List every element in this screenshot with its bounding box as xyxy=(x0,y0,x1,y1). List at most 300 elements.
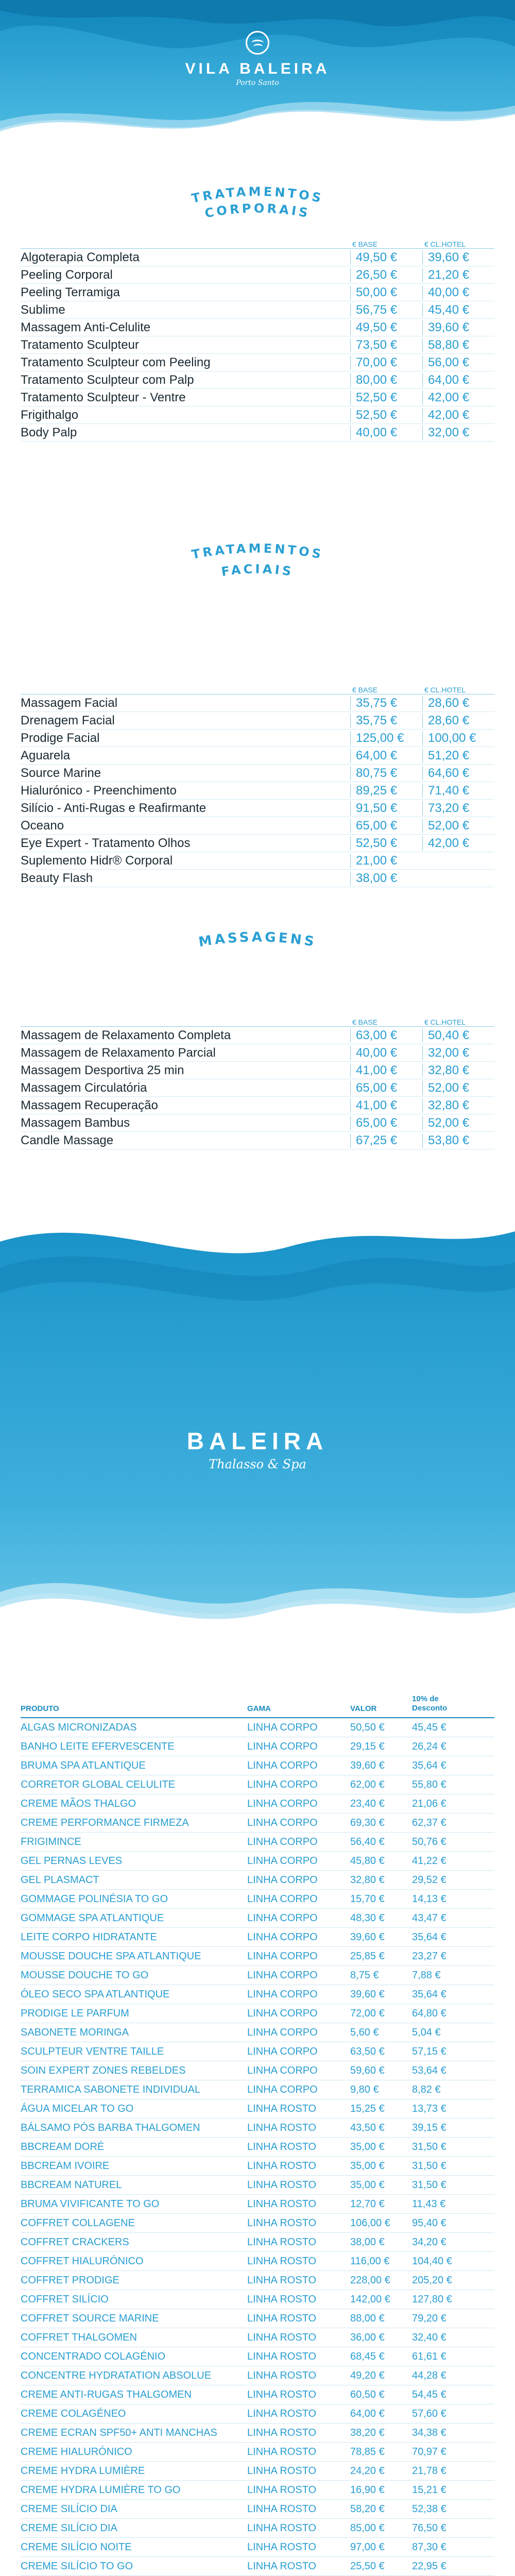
price-base: 65,00 € xyxy=(350,819,422,833)
treatment-name: Massagem de Relaxamento Parcial xyxy=(21,1045,216,1060)
product-gama: LINHA CORPO xyxy=(247,1721,318,1733)
price-hotel: 100,00 € xyxy=(422,731,494,745)
product-valor: 50,50 € xyxy=(350,1721,385,1733)
product-desconto: 70,97 € xyxy=(412,2446,447,2458)
product-row xyxy=(21,2042,494,2061)
product-gama: LINHA ROSTO xyxy=(247,2388,317,2400)
price-base: 70,00 € xyxy=(350,355,422,370)
product-valor: 12,70 € xyxy=(350,2198,385,2210)
section-title-massagens xyxy=(0,922,515,965)
product-gama: LINHA ROSTO xyxy=(247,2293,317,2305)
product-valor: 43,50 € xyxy=(350,2122,385,2133)
product-valor: 25,50 € xyxy=(350,2560,385,2572)
product-row xyxy=(21,1909,494,1928)
product-gama: LINHA ROSTO xyxy=(247,2122,317,2133)
price-base: 80,00 € xyxy=(350,373,422,387)
product-row xyxy=(21,1966,494,1985)
price-hotel: 42,00 € xyxy=(422,836,494,851)
product-name: BBCREAM NATUREL xyxy=(21,2179,122,2191)
price-base: 40,00 € xyxy=(350,1046,422,1060)
product-name: ÁGUA MICELAR TO GO xyxy=(21,2103,134,2114)
price-base: 65,00 € xyxy=(350,1081,422,1095)
product-row xyxy=(21,2366,494,2385)
price-row xyxy=(21,1044,494,1062)
product-desconto: 23,27 € xyxy=(412,1950,447,1962)
product-name: GOMMAGE SPA ATLANTIQUE xyxy=(21,1912,164,1924)
product-desconto: 15,21 € xyxy=(412,2484,447,2496)
product-row xyxy=(21,2309,494,2328)
product-valor: 32,80 € xyxy=(350,1874,385,1886)
product-gama: LINHA ROSTO xyxy=(247,2217,317,2229)
product-name: PRODIGE LE PARFUM xyxy=(21,2007,129,2019)
product-row xyxy=(21,1928,494,1947)
product-desconto: 45,45 € xyxy=(412,1721,447,1733)
treatment-name: Massagem Facial xyxy=(21,696,118,710)
price-hotel: 50,40 € xyxy=(422,1028,494,1043)
product-desconto: 26,24 € xyxy=(412,1740,447,1752)
product-valor: 24,20 € xyxy=(350,2465,385,2477)
product-desconto: 52,38 € xyxy=(412,2503,447,2515)
product-valor: 45,80 € xyxy=(350,1855,385,1867)
treatment-name: Peeling Terramiga xyxy=(21,285,120,299)
product-name: COFFRET SOURCE MARINE xyxy=(21,2312,159,2324)
product-name: ALGAS MICRONIZADAS xyxy=(21,1721,137,1733)
price-row xyxy=(21,1027,494,1044)
product-valor: 88,00 € xyxy=(350,2312,385,2324)
product-row xyxy=(21,2138,494,2157)
product-row xyxy=(21,2119,494,2138)
price-hotel: 52,00 € xyxy=(422,1081,494,1095)
product-gama: LINHA ROSTO xyxy=(247,2465,317,2477)
treatment-name: Tratamento Sculpteur - Ventre xyxy=(21,390,186,404)
product-desconto: 205,20 € xyxy=(412,2274,452,2286)
price-hotel: 28,60 € xyxy=(422,696,494,710)
product-desconto: 41,22 € xyxy=(412,1855,447,1867)
products-table-header xyxy=(21,1687,494,1718)
product-name: CREME MÃOS THALGO xyxy=(21,1798,136,1809)
product-desconto: 21,06 € xyxy=(412,1798,447,1809)
product-row xyxy=(21,2519,494,2538)
product-name: COFFRET COLLAGENE xyxy=(21,2217,135,2229)
product-desconto: 11,43 € xyxy=(412,2198,446,2210)
product-row xyxy=(21,1833,494,1852)
product-name: MOUSSE DOUCHE SPA ATLANTIQUE xyxy=(21,1950,201,1962)
product-row xyxy=(21,2328,494,2347)
price-row xyxy=(21,800,494,817)
product-desconto: 14,13 € xyxy=(412,1893,447,1905)
svg-text:TRATAMENTOS xyxy=(191,541,324,562)
treatment-name: Algoterapia Completa xyxy=(21,250,140,264)
product-gama: LINHA ROSTO xyxy=(247,2179,317,2191)
brand-tagline: Porto Santo xyxy=(236,79,279,87)
product-row xyxy=(21,2004,494,2023)
price-base: 125,00 € xyxy=(350,731,422,745)
treatment-name: Massagem Circulatória xyxy=(21,1080,147,1095)
product-gama: LINHA CORPO xyxy=(247,1969,318,1981)
product-valor: 56,40 € xyxy=(350,1836,385,1848)
product-valor: 58,20 € xyxy=(350,2503,385,2515)
product-name: BRUMA SPA ATLANTIQUE xyxy=(21,1759,146,1771)
product-valor: 39,60 € xyxy=(350,1931,385,1943)
price-base: 41,00 € xyxy=(350,1098,422,1113)
product-gama: LINHA CORPO xyxy=(247,1740,318,1752)
product-name: BBCREAM DORÉ xyxy=(21,2141,105,2153)
price-base: 41,00 € xyxy=(350,1063,422,1078)
price-hotel: 32,80 € xyxy=(422,1063,494,1078)
product-desconto: 39,15 € xyxy=(412,2122,447,2133)
product-valor: 106,00 € xyxy=(350,2217,390,2229)
price-row xyxy=(21,266,494,284)
price-table-faciais xyxy=(21,680,494,887)
product-desconto: 5,04 € xyxy=(412,2026,441,2038)
spa-banner xyxy=(0,1200,515,1690)
price-row xyxy=(21,817,494,835)
product-name: GEL PLASMACT xyxy=(21,1874,99,1886)
product-gama: LINHA CORPO xyxy=(247,1778,318,1790)
product-valor: 85,00 € xyxy=(350,2522,385,2534)
title-arc xyxy=(0,538,515,590)
price-hotel: 40,00 € xyxy=(422,285,494,300)
product-gama: LINHA CORPO xyxy=(247,2045,318,2057)
product-name: CORRETOR GLOBAL CELULITE xyxy=(21,1778,176,1790)
price-hotel: 71,40 € xyxy=(422,784,494,798)
price-hotel: 45,40 € xyxy=(422,303,494,317)
product-name: BANHO LEITE EFERVESCENTE xyxy=(21,1740,175,1752)
product-row xyxy=(21,2385,494,2404)
section-title-line1: MASSAGENS xyxy=(197,929,318,951)
product-desconto: 8,82 € xyxy=(412,2083,441,2095)
product-name: BRUMA VIVIFICANTE TO GO xyxy=(21,2198,160,2210)
product-valor: 228,00 € xyxy=(350,2274,390,2286)
price-row xyxy=(21,284,494,301)
product-row xyxy=(21,1814,494,1833)
price-hotel: 64,00 € xyxy=(422,373,494,387)
price-row xyxy=(21,782,494,800)
price-base: 52,50 € xyxy=(350,836,422,851)
treatment-name: Massagem Anti-Celulite xyxy=(21,320,151,334)
treatment-name: Massagem Bambus xyxy=(21,1115,130,1130)
product-row xyxy=(21,2404,494,2424)
price-hotel: 32,00 € xyxy=(422,426,494,440)
brand-name: VILA BALEIRA xyxy=(185,60,330,77)
price-row xyxy=(21,1097,494,1114)
price-row xyxy=(21,389,494,406)
product-gama: LINHA CORPO xyxy=(247,2007,318,2019)
price-row xyxy=(21,870,494,887)
price-base: 56,75 € xyxy=(350,303,422,317)
product-gama: LINHA CORPO xyxy=(247,1855,318,1867)
product-gama: LINHA ROSTO xyxy=(247,2560,317,2572)
price-base: 35,75 € xyxy=(350,696,422,710)
product-name: CREME HYDRA LUMIÈRE xyxy=(21,2465,145,2477)
price-row xyxy=(21,835,494,852)
product-desconto: 95,40 € xyxy=(412,2217,447,2229)
treatment-name: Drenagem Facial xyxy=(21,713,115,727)
product-row xyxy=(21,2481,494,2500)
col-header-desconto-l2: Desconto xyxy=(412,1704,448,1713)
price-hotel: 32,80 € xyxy=(422,1098,494,1113)
treatment-name: Tratamento Sculpteur com Peeling xyxy=(21,355,211,369)
product-desconto: 55,80 € xyxy=(412,1778,447,1790)
products-table-body xyxy=(21,1718,494,2576)
spa-tagline: Thalasso & Spa xyxy=(209,1457,306,1471)
price-base: 89,25 € xyxy=(350,784,422,798)
product-gama: LINHA ROSTO xyxy=(247,2427,317,2438)
product-desconto: 34,20 € xyxy=(412,2236,447,2248)
product-gama: LINHA CORPO xyxy=(247,1950,318,1962)
product-name: CREME SILÍCIO TO GO xyxy=(21,2560,133,2572)
col-header-produto: PRODUTO xyxy=(21,1704,59,1713)
product-desconto: 44,28 € xyxy=(412,2369,447,2381)
product-desconto: 64,80 € xyxy=(412,2007,447,2019)
product-desconto: 76,50 € xyxy=(412,2522,447,2534)
price-table-massagens xyxy=(21,1012,494,1149)
price-row xyxy=(21,1114,494,1132)
product-name: CREME SILÍCIO DIA xyxy=(21,2522,117,2534)
product-name: CREME SILÍCIO DIA xyxy=(21,2503,117,2515)
title-arc xyxy=(0,922,515,963)
product-row xyxy=(21,2195,494,2214)
svg-text:MASSAGENS xyxy=(198,929,318,950)
col-header-base: € BASE xyxy=(352,1018,378,1026)
product-gama: LINHA ROSTO xyxy=(247,2312,317,2324)
price-hotel: 39,60 € xyxy=(422,250,494,265)
product-name: CREME HIALURÓNICO xyxy=(21,2446,132,2458)
price-hotel: 39,60 € xyxy=(422,320,494,335)
product-valor: 59,60 € xyxy=(350,2064,385,2076)
product-gama: LINHA CORPO xyxy=(247,1874,318,1886)
product-desconto: 54,45 € xyxy=(412,2388,447,2400)
product-valor: 29,15 € xyxy=(350,1740,385,1752)
product-row xyxy=(21,1775,494,1794)
product-name: COFFRET THALGOMEN xyxy=(21,2331,137,2343)
product-desconto: 50,76 € xyxy=(412,1836,447,1848)
product-name: BÁLSAMO PÓS BARBA THALGOMEN xyxy=(21,2122,200,2133)
product-desconto: 31,50 € xyxy=(412,2160,447,2172)
product-row xyxy=(21,1947,494,1966)
treatment-name: Beauty Flash xyxy=(21,871,93,885)
treatment-name: Sublime xyxy=(21,302,65,317)
price-row xyxy=(21,747,494,765)
product-row xyxy=(21,2080,494,2099)
product-gama: LINHA CORPO xyxy=(247,1931,318,1943)
section-title-line2: FACIAIS xyxy=(220,562,295,580)
product-row xyxy=(21,2424,494,2443)
spa-name: BALEIRA xyxy=(186,1428,329,1454)
product-row xyxy=(21,2462,494,2481)
treatment-name: Silício - Anti-Rugas e Reafirmante xyxy=(21,801,207,815)
product-gama: LINHA ROSTO xyxy=(247,2522,317,2534)
product-valor: 5,60 € xyxy=(350,2026,379,2038)
product-valor: 63,50 € xyxy=(350,2045,385,2057)
treatment-name: Massagem de Relaxamento Completa xyxy=(21,1028,231,1042)
product-row xyxy=(21,1871,494,1890)
price-hotel: 42,00 € xyxy=(422,408,494,422)
price-hotel: 56,00 € xyxy=(422,355,494,370)
product-gama: LINHA CORPO xyxy=(247,2064,318,2076)
price-row xyxy=(21,1079,494,1097)
price-base: 52,50 € xyxy=(350,408,422,422)
price-table-header xyxy=(21,234,494,249)
product-valor: 48,30 € xyxy=(350,1912,385,1924)
product-name: SCULPTEUR VENTRE TAILLE xyxy=(21,2045,164,2057)
price-hotel: 58,80 € xyxy=(422,338,494,352)
product-row xyxy=(21,2176,494,2195)
product-name: SABONETE MORINGA xyxy=(21,2026,129,2038)
product-valor: 72,00 € xyxy=(350,2007,385,2019)
price-base: 64,00 € xyxy=(350,749,422,763)
treatment-name: Prodige Facial xyxy=(21,731,100,745)
price-base: 91,50 € xyxy=(350,801,422,816)
product-row xyxy=(21,2557,494,2576)
product-row xyxy=(21,2233,494,2252)
price-row xyxy=(21,336,494,354)
product-valor: 25,85 € xyxy=(350,1950,385,1962)
product-desconto: 104,40 € xyxy=(412,2255,452,2267)
product-valor: 35,00 € xyxy=(350,2179,385,2191)
price-base: 67,25 € xyxy=(350,1133,422,1148)
product-gama: LINHA ROSTO xyxy=(247,2484,317,2496)
product-valor: 49,20 € xyxy=(350,2369,385,2381)
price-hotel: 73,20 € xyxy=(422,801,494,816)
product-name: COFFRET SILÍCIO xyxy=(21,2293,109,2305)
product-desconto: 34,38 € xyxy=(412,2427,447,2438)
product-row xyxy=(21,2023,494,2042)
product-desconto: 31,50 € xyxy=(412,2179,447,2191)
header-banner xyxy=(0,0,515,170)
treatment-name: Massagem Recuperação xyxy=(21,1098,158,1112)
product-gama: LINHA ROSTO xyxy=(247,2236,317,2248)
product-name: CREME SILÍCIO NOITE xyxy=(21,2541,132,2553)
section-title-line1: TRATAMENTOS xyxy=(190,541,325,562)
product-desconto: 7,88 € xyxy=(412,1969,441,1981)
product-row xyxy=(21,2061,494,2080)
title-arc xyxy=(0,178,515,229)
price-table-header xyxy=(21,680,494,694)
product-gama: LINHA ROSTO xyxy=(247,2541,317,2553)
product-valor: 78,85 € xyxy=(350,2446,385,2458)
treatment-name: Peeling Corporal xyxy=(21,267,113,282)
product-name: CREME ANTI-RUGAS THALGOMEN xyxy=(21,2388,192,2400)
price-base: 40,00 € xyxy=(350,426,422,440)
product-gama: LINHA CORPO xyxy=(247,2083,318,2095)
col-header-desconto-l1: 10% de xyxy=(412,1694,439,1703)
product-desconto: 32,40 € xyxy=(412,2331,447,2343)
price-base: 65,00 € xyxy=(350,1116,422,1130)
product-gama: LINHA ROSTO xyxy=(247,2446,317,2458)
product-valor: 62,00 € xyxy=(350,1778,385,1790)
product-valor: 68,45 € xyxy=(350,2350,385,2362)
product-name: GOMMAGE POLINÉSIA TO GO xyxy=(21,1893,168,1905)
col-header-hotel: € CL.HOTEL xyxy=(424,686,466,694)
section-title-line2: CORPORAIS xyxy=(203,201,312,221)
product-desconto: 35,64 € xyxy=(412,1931,447,1943)
price-table-corporais xyxy=(21,234,494,442)
product-valor: 97,00 € xyxy=(350,2541,385,2553)
treatment-name: Oceano xyxy=(21,818,64,833)
product-gama: LINHA ROSTO xyxy=(247,2141,317,2153)
product-gama: LINHA CORPO xyxy=(247,1893,318,1905)
product-row xyxy=(21,2099,494,2119)
price-row xyxy=(21,694,494,712)
product-name: SOIN EXPERT ZONES REBELDES xyxy=(21,2064,186,2076)
product-desconto: 35,64 € xyxy=(412,1759,447,1771)
product-valor: 15,70 € xyxy=(350,1893,385,1905)
product-desconto: 57,15 € xyxy=(412,2045,447,2057)
product-valor: 16,90 € xyxy=(350,2484,385,2496)
price-table-header xyxy=(21,1012,494,1027)
section-title-corporais xyxy=(0,178,515,231)
product-gama: LINHA ROSTO xyxy=(247,2160,317,2172)
price-row xyxy=(21,249,494,266)
product-name: BBCREAM IVOIRE xyxy=(21,2160,110,2172)
product-valor: 15,25 € xyxy=(350,2103,385,2114)
product-name: GEL PERNAS LEVES xyxy=(21,1855,123,1867)
product-row xyxy=(21,2500,494,2519)
section-title-faciais xyxy=(0,538,515,592)
product-gama: LINHA ROSTO xyxy=(247,2369,317,2381)
product-gama: LINHA ROSTO xyxy=(247,2274,317,2286)
price-hotel: 52,00 € xyxy=(422,1116,494,1130)
whale-tail-icon xyxy=(246,31,269,55)
price-base: 50,00 € xyxy=(350,285,422,300)
spa-logo xyxy=(0,1427,515,1471)
product-row xyxy=(21,1737,494,1756)
product-valor: 35,00 € xyxy=(350,2141,385,2153)
product-row xyxy=(21,1985,494,2004)
product-valor: 39,60 € xyxy=(350,1988,385,2000)
product-desconto: 35,64 € xyxy=(412,1988,447,2000)
price-base: 63,00 € xyxy=(350,1028,422,1043)
product-name: ÓLEO SECO SPA ATLANTIQUE xyxy=(21,1988,170,2000)
product-name: CREME HYDRA LUMIÈRE TO GO xyxy=(21,2484,181,2496)
product-row xyxy=(21,2290,494,2309)
product-valor: 64,00 € xyxy=(350,2408,385,2419)
col-header-desconto xyxy=(412,1694,494,1713)
product-row xyxy=(21,1852,494,1871)
price-hotel: 21,20 € xyxy=(422,268,494,282)
price-row xyxy=(21,730,494,747)
product-row xyxy=(21,2271,494,2290)
price-base: 49,50 € xyxy=(350,320,422,335)
price-row xyxy=(21,424,494,442)
product-gama: LINHA ROSTO xyxy=(247,2103,317,2114)
price-hotel: 32,00 € xyxy=(422,1046,494,1060)
product-valor: 35,00 € xyxy=(350,2160,385,2172)
product-gama: LINHA CORPO xyxy=(247,1912,318,1924)
svg-text:CORPORAIS xyxy=(203,201,311,221)
price-hotel: 64,60 € xyxy=(422,766,494,781)
product-valor: 38,00 € xyxy=(350,2236,385,2248)
product-name: FRIGIMINCE xyxy=(21,1836,81,1848)
product-name: TERRAMICA SABONETE INDIVIDUAL xyxy=(21,2083,200,2095)
product-valor: 142,00 € xyxy=(350,2293,390,2305)
treatment-name: Frigithalgo xyxy=(21,408,79,422)
treatment-name: Hialurónico - Preenchimento xyxy=(21,783,177,798)
product-desconto: 22,95 € xyxy=(412,2560,447,2572)
product-name: COFFRET PRODIGE xyxy=(21,2274,119,2286)
col-header-hotel: € CL.HOTEL xyxy=(424,240,466,248)
product-name: CREME PERFORMANCE FIRMEZA xyxy=(21,1817,189,1828)
product-gama: LINHA ROSTO xyxy=(247,2408,317,2419)
product-row xyxy=(21,1890,494,1909)
product-desconto: 61,61 € xyxy=(412,2350,447,2362)
product-gama: LINHA ROSTO xyxy=(247,2503,317,2515)
product-row xyxy=(21,2157,494,2176)
product-row xyxy=(21,2443,494,2462)
treatment-name: Massagem Desportiva 25 min xyxy=(21,1063,184,1077)
price-hotel: 53,80 € xyxy=(422,1133,494,1148)
